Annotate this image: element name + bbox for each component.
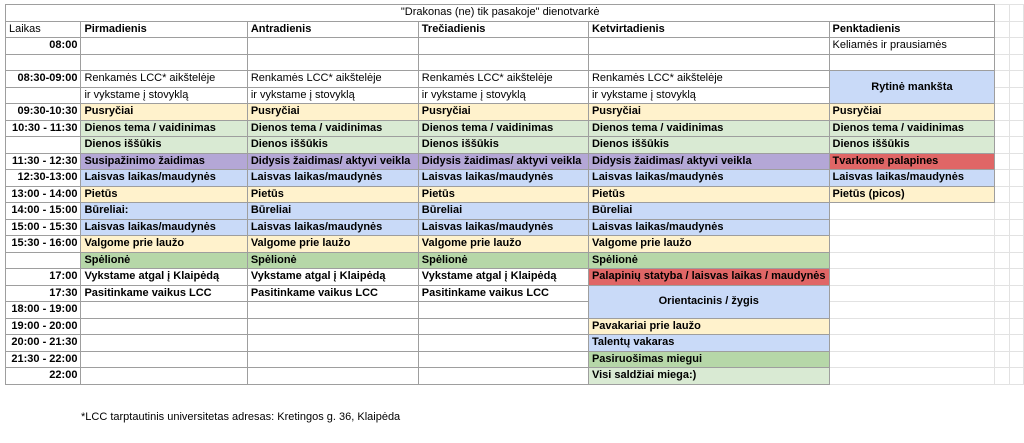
cell-tue-breakfast[interactable]: Pusryčiai	[247, 104, 418, 121]
cell-thu-gather[interactable]: Renkamės LCC* aikštelėje	[588, 71, 829, 88]
time-cell[interactable]: 18:00 - 19:00	[6, 302, 81, 319]
time-cell[interactable]: 20:00 - 21:30	[6, 335, 81, 352]
cell-mon-challenge[interactable]: Dienos iššūkis	[81, 137, 247, 154]
row-0830	[6, 71, 1024, 88]
time-cell[interactable]: 21:30 - 22:00	[6, 351, 81, 368]
time-cell[interactable]: 13:00 - 14:00	[6, 186, 81, 203]
cell-wed-lunch[interactable]: Pietūs	[418, 186, 588, 203]
row-1230	[6, 170, 1024, 187]
cell-tue-return[interactable]: Vykstame atgal į Klaipėdą	[247, 269, 418, 286]
cell-mon-meet-kids[interactable]: Pasitinkame vaikus LCC	[81, 285, 247, 302]
cell-tue-game[interactable]: Spėlionė	[247, 252, 418, 269]
time-cell[interactable]: 12:30-13:00	[6, 170, 81, 187]
cell-thu-fire-meal[interactable]: Valgome prie laužo	[588, 236, 829, 253]
row-blank	[6, 54, 1024, 71]
schedule-title[interactable]: "Drakonas (ne) tik pasakoje" dienotvarkė	[6, 5, 995, 22]
cell-mon-circles[interactable]: Būreliai:	[81, 203, 247, 220]
cell-wed-meet-kids[interactable]: Pasitinkame vaikus LCC	[418, 285, 588, 302]
row-1300	[6, 186, 1024, 203]
time-cell[interactable]: 09:30-10:30	[6, 104, 81, 121]
cell-wed-day-theme[interactable]: Dienos tema / vaidinimas	[418, 120, 588, 137]
cell-wed-big-game[interactable]: Didysis žaidimas/ aktyvi veikla	[418, 153, 588, 170]
row-0800	[6, 38, 1024, 55]
row-1130	[6, 153, 1024, 170]
cell-fri-challenge[interactable]: Dienos iššūkis	[829, 137, 995, 154]
header-monday[interactable]: Pirmadienis	[81, 21, 247, 38]
row-1700	[6, 269, 1024, 286]
cell-wed-free-swim[interactable]: Laisvas laikas/maudynės	[418, 170, 588, 187]
time-cell[interactable]: 14:00 - 15:00	[6, 203, 81, 220]
cell-mon-gather[interactable]: Renkamės LCC* aikštelėje	[81, 71, 247, 88]
cell-mon-free-swim-2[interactable]: Laisvas laikas/maudynės	[81, 219, 247, 236]
time-cell[interactable]: 19:00 - 20:00	[6, 318, 81, 335]
cell-tue-challenge[interactable]: Dienos iššūkis	[247, 137, 418, 154]
cell-thu-challenge[interactable]: Dienos iššūkis	[588, 137, 829, 154]
cell-tue-lunch[interactable]: Pietūs	[247, 186, 418, 203]
time-cell[interactable]: 17:30	[6, 285, 81, 302]
footnote[interactable]: *LCC tarptautinis universitetas adresas: Kretingos g. 36, Klaipėda	[81, 411, 401, 423]
cell-tue-big-game[interactable]: Didysis žaidimas/ aktyvi veikla	[247, 153, 418, 170]
cell-mon-lunch[interactable]: Pietūs	[81, 186, 247, 203]
row-2130	[6, 351, 1024, 368]
time-cell[interactable]: 10:30 - 11:30	[6, 120, 81, 137]
cell-mon-game[interactable]: Spėlionė	[81, 252, 247, 269]
row-2000	[6, 335, 1024, 352]
cell-wed-gather[interactable]: Renkamės LCC* aikštelėje	[418, 71, 588, 88]
cell-thu-circles[interactable]: Būreliai	[588, 203, 829, 220]
time-cell[interactable]: 08:30-09:00	[6, 71, 81, 88]
cell-mon-free-swim[interactable]: Laisvas laikas/maudynės	[81, 170, 247, 187]
row-1030	[6, 120, 1024, 137]
row-1900	[6, 318, 1024, 335]
cell-wed-free-swim-2[interactable]: Laisvas laikas/maudynės	[418, 219, 588, 236]
title-row	[6, 5, 1024, 22]
row-2200	[6, 368, 1024, 385]
cell-mon-acquaintance[interactable]: Susipažinimo žaidimas	[81, 153, 247, 170]
cell-tue-free-swim[interactable]: Laisvas laikas/maudynės	[247, 170, 418, 187]
time-cell[interactable]: 22:00	[6, 368, 81, 385]
cell-thu-travel[interactable]: ir vykstame į stovyklą	[588, 87, 829, 104]
row-1500	[6, 219, 1024, 236]
cell-fri-lunch-picnic[interactable]: Pietūs (picos)	[829, 186, 995, 203]
row-game	[6, 252, 1024, 269]
row-0930	[6, 104, 1024, 121]
cell-wed-return[interactable]: Vykstame atgal į Klaipėdą	[418, 269, 588, 286]
cell-wed-circles[interactable]: Būreliai	[418, 203, 588, 220]
cell-wed-challenge[interactable]: Dienos iššūkis	[418, 137, 588, 154]
header-friday[interactable]: Penktadienis	[829, 21, 995, 38]
row-1530	[6, 236, 1024, 253]
cell-thu-free-swim-2[interactable]: Laisvas laikas/maudynės	[588, 219, 829, 236]
cell-wed-breakfast[interactable]: Pusryčiai	[418, 104, 588, 121]
cell-mon-return[interactable]: Vykstame atgal į Klaipėdą	[81, 269, 247, 286]
cell-thu-breakfast[interactable]: Pusryčiai	[588, 104, 829, 121]
header-row	[6, 21, 1024, 38]
cell-mon-fire-meal[interactable]: Valgome prie laužo	[81, 236, 247, 253]
cell-fri-breakfast[interactable]: Pusryčiai	[829, 104, 995, 121]
cell-thu-big-game[interactable]: Didysis žaidimas/ aktyvi veikla	[588, 153, 829, 170]
cell-tue-travel[interactable]: ir vykstame į stovyklą	[247, 87, 418, 104]
cell-mon-day-theme[interactable]: Dienos tema / vaidinimas	[81, 120, 247, 137]
time-cell[interactable]: 11:30 - 12:30	[6, 153, 81, 170]
time-cell[interactable]: 15:30 - 16:00	[6, 236, 81, 253]
cell-fri-free-swim[interactable]: Laisvas laikas/maudynės	[829, 170, 995, 187]
cell-wed-game[interactable]: Spėlionė	[418, 252, 588, 269]
cell-wed-fire-meal[interactable]: Valgome prie laužo	[418, 236, 588, 253]
cell-tue-fire-meal[interactable]: Valgome prie laužo	[247, 236, 418, 253]
time-cell[interactable]: 17:00	[6, 269, 81, 286]
header-thursday[interactable]: Ketvirtadienis	[588, 21, 829, 38]
cell-fri-tidy-tents[interactable]: Tvarkome palapines	[829, 153, 995, 170]
row-1800	[6, 302, 1024, 319]
cell-tue-circles[interactable]: Būreliai	[247, 203, 418, 220]
cell-tue-meet-kids[interactable]: Pasitinkame vaikus LCC	[247, 285, 418, 302]
cell-mon-breakfast[interactable]: Pusryčiai	[81, 104, 247, 121]
cell-mon-travel[interactable]: ir vykstame į stovyklą	[81, 87, 247, 104]
cell-thu-dinner-fire[interactable]: Pavakariai prie laužo	[588, 318, 829, 335]
cell-thu-free-swim[interactable]: Laisvas laikas/maudynės	[588, 170, 829, 187]
cell-thu-orienteering[interactable]: Orientacinis / žygis	[588, 285, 829, 318]
cell-thu-prepare-sleep[interactable]: Pasiruošimas miegui	[588, 351, 829, 368]
cell-fri-wake[interactable]: Keliamės ir prausiamės	[829, 38, 995, 55]
cell-fri-morning-exercise[interactable]: Rytinė mankšta	[829, 71, 995, 104]
row-1730	[6, 285, 1024, 302]
time-cell[interactable]: 08:00	[6, 38, 81, 55]
cell-tue-day-theme[interactable]: Dienos tema / vaidinimas	[247, 120, 418, 137]
cell-thu-day-theme[interactable]: Dienos tema / vaidinimas	[588, 120, 829, 137]
header-time[interactable]: Laikas	[6, 21, 81, 38]
cell-thu-good-night[interactable]: Visi saldžiai miega:)	[588, 368, 829, 385]
cell-thu-game[interactable]: Spėlionė	[588, 252, 829, 269]
time-cell[interactable]: 15:00 - 15:30	[6, 219, 81, 236]
cell-fri-day-theme[interactable]: Dienos tema / vaidinimas	[829, 120, 995, 137]
row-challenge	[6, 137, 1024, 154]
schedule-table	[5, 4, 1024, 385]
cell-tue-free-swim-2[interactable]: Laisvas laikas/maudynės	[247, 219, 418, 236]
row-1400	[6, 203, 1024, 220]
cell-thu-talent-evening[interactable]: Talentų vakaras	[588, 335, 829, 352]
cell-wed-travel[interactable]: ir vykstame į stovyklą	[418, 87, 588, 104]
header-wednesday[interactable]: Trečiadienis	[418, 21, 588, 38]
header-tuesday[interactable]: Antradienis	[247, 21, 418, 38]
cell-thu-tent-building[interactable]: Palapinių statyba / laisvas laikas / maudynės	[588, 269, 829, 286]
cell-thu-lunch[interactable]: Pietūs	[588, 186, 829, 203]
cell-tue-gather[interactable]: Renkamės LCC* aikštelėje	[247, 71, 418, 88]
